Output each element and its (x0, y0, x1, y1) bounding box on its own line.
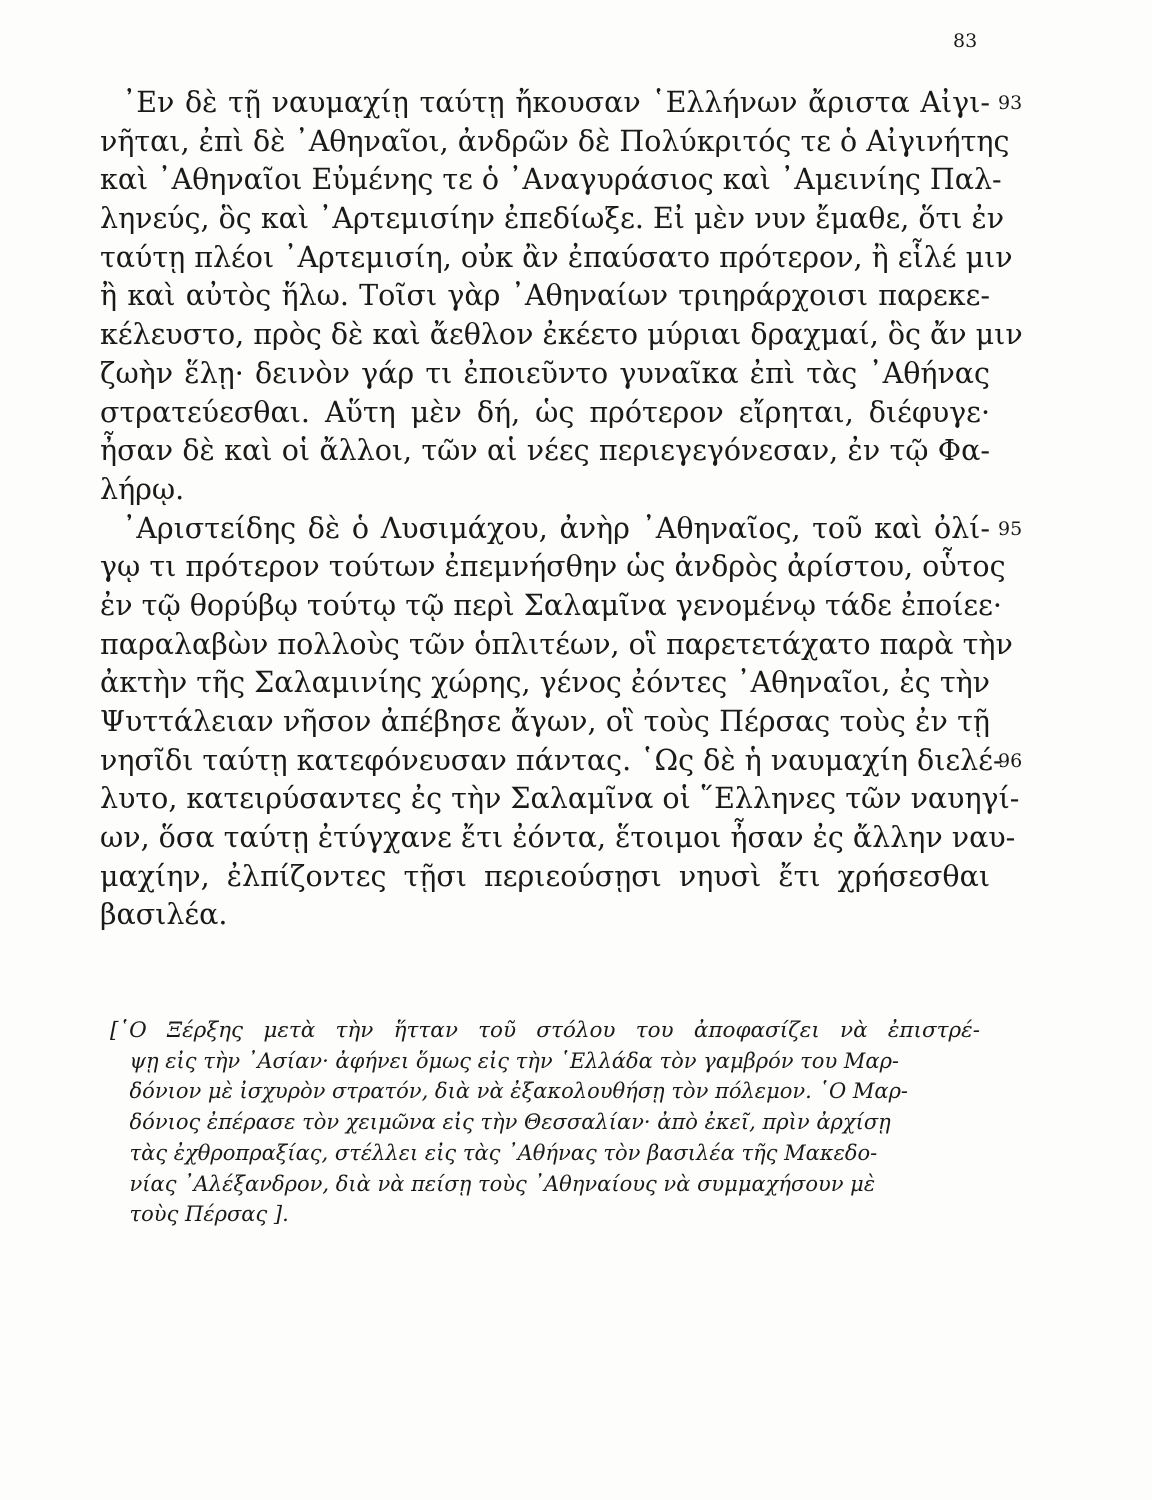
chapter-number: 93 (998, 92, 1023, 114)
text-line (100, 587, 1002, 626)
commentary-line: ψῃ εἰς τὴν ᾿Ασίαν· ἀφήνει ὅμως εἰς τὴν ῾Ελλάδα τὸν γαμβρόν του Μαρ- (129, 1048, 900, 1074)
text-line-content: ᾿Αριστείδης δὲ ὁ Λυσιμάχου, ἀνὴρ ᾿Αθηναῖος, τοῦ καὶ ὀλί- (122, 511, 990, 545)
text-line (100, 664, 990, 703)
text-line (100, 200, 1005, 239)
text-line (100, 819, 1016, 858)
text-line-content: ἐν τῷ θορύβῳ τούτῳ τῷ περὶ Σαλαμῖνα γενομένῳ τάδε ἐποίεε· (100, 588, 1002, 622)
text-line-content: λήρῳ. (100, 472, 185, 506)
text-line (100, 510, 1023, 549)
commentary-line: [῾Ο Ξέρξης μετὰ τὴν ἥτταν τοῦ στόλου του ἀποφασίζει νὰ ἐπιστρέ- (110, 1018, 980, 1043)
page-number: 83 (953, 30, 978, 52)
text-line (100, 742, 1023, 781)
text-line-content: ἢ καὶ αὐτὸς ἥλω. Τοῖσι γὰρ ᾿Αθηναίων τριηράρχοισι παρεκε- (100, 279, 990, 313)
chapter-number: 96 (998, 749, 1023, 772)
text-line-content: ταύτῃ πλέοι ᾿Αρτεμισίη, οὐκ ἂν ἐπαύσατο πρότερον, ἢ εἷλέ μιν (100, 240, 1013, 274)
text-line (100, 626, 1013, 665)
text-line-content: βασιλέα. (100, 898, 228, 932)
text-line-content: παραλαβὼν πολλοὺς τῶν ὁπλιτέων, οἳ παρετετάχατο παρὰ τὴν (100, 627, 1013, 661)
chapter-number: 95 (998, 517, 1023, 540)
text-line-content: στρατεύεσθαι. Αὕτη μὲν δή, ὡς πρότερον εἴρηται, διέφυγε· (100, 395, 990, 429)
text-line (100, 239, 1013, 278)
text-line-content: νῆται, ἐπὶ δὲ ᾿Αθηναῖοι, ἀνδρῶν δὲ Πολύκριτός τε ὁ Αἰγινήτης (100, 124, 1010, 158)
text-line-content: ἦσαν δὲ καὶ οἱ ἄλλοι, τῶν αἱ νέες περιεγεγόνεσαν, ἐν τῷ Φα- (100, 434, 990, 468)
main-text-block (100, 84, 1023, 935)
text-line (100, 471, 990, 510)
text-line (100, 703, 990, 742)
commentary-line: τοὺς Πέρσας ]. (129, 1202, 289, 1228)
commentary-line: δόνιον μὲ ἰσχυρὸν στρατόν, διὰ νὰ ἐξακολουθήσῃ τὸν πόλεμον. ῾Ο Μαρ- (129, 1079, 909, 1105)
text-line-content: ᾿Εν δὲ τῇ ναυμαχίῃ ταύτῃ ἤκουσαν ῾Ελλήνων ἄριστα Αἰγι- (122, 86, 990, 119)
text-line-content: Ψυττάλειαν νῆσον ἀπέβησε ἄγων, οἳ τοὺς Πέρσας τοὺς ἐν τῇ (100, 705, 990, 738)
commentary-line: τὰς ἐχθροπραξίας, στέλλει εἰς τὰς ᾿Αθήνας τὸν βασιλέα τῆς Μακεδο- (129, 1140, 878, 1166)
text-line-content: ἀκτὴν τῆς Σαλαμινίης χώρης, γένος ἐόντες ᾿Αθηναῖοι, ἐς τὴν (100, 666, 990, 700)
text-line (100, 277, 990, 316)
text-line (100, 84, 1023, 123)
text-line-content: γῳ τι πρότερον τούτων ἐπεμνήσθην ὡς ἀνδρὸς ἀρίστου, οὗτος (100, 550, 1006, 584)
text-line-content: ζωὴν ἕλῃ· δεινὸν γάρ τι ἐποιεῦντο γυναῖκα ἐπὶ τὰς ᾿Αθήνας (100, 356, 990, 390)
text-line-content: καὶ ᾿Αθηναῖοι Εὐμένης τε ὁ ᾿Αναγυράσιος καὶ ᾿Αμεινίης Παλ- (100, 163, 1002, 197)
text-line (100, 355, 990, 394)
text-line (100, 548, 1006, 587)
text-line-content: νησῖδι ταύτῃ κατεφόνευσαν πάντας. ῾Ως δὲ ἡ ναυμαχίη διελέ- (100, 743, 1003, 777)
text-line-content: μαχίην, ἐλπίζοντες τῇσι περιεούσῃσι νηυσὶ ἔτι χρήσεσθαι (100, 859, 990, 893)
text-line (100, 123, 1010, 162)
text-line-content: λυτο, κατειρύσαντες ἐς τὴν Σαλαμῖνα οἱ ῞Ελληνες τῶν ναυηγί- (100, 782, 1020, 816)
text-line-content: ληνεύς, ὃς καὶ ᾿Αρτεμισίην ἐπεδίωξε. Εἰ μὲν νυν ἔμαθε, ὅτι ἐν (100, 202, 1005, 236)
commentary-line: νίας ᾿Αλέξανδρον, διὰ νὰ πείσῃ τοὺς ᾿Αθηναίους νὰ συμμαχήσουν μὲ (129, 1171, 876, 1197)
text-line (100, 858, 990, 897)
text-line (100, 161, 1002, 200)
text-line (100, 896, 990, 935)
text-line (100, 432, 990, 471)
text-line (100, 394, 990, 433)
text-line-content: ων, ὅσα ταύτῃ ἐτύγχανε ἔτι ἐόντα, ἕτοιμοι ἦσαν ἐς ἄλλην ναυ- (100, 821, 1016, 855)
text-line-content: κέλευστο, πρὸς δὲ καὶ ἄεθλον ἐκέετο μύριαι δραχμαί, ὃς ἄν μιν (100, 318, 1023, 352)
editorial-commentary (110, 1016, 980, 1231)
text-line (100, 780, 1020, 819)
commentary-line: δόνιος ἐπέρασε τὸν χειμῶνα εἰς τὴν Θεσσαλίαν· ἀπὸ ἐκεῖ, πρὶν ἀρχίσῃ (129, 1110, 891, 1136)
text-line (100, 316, 1023, 355)
